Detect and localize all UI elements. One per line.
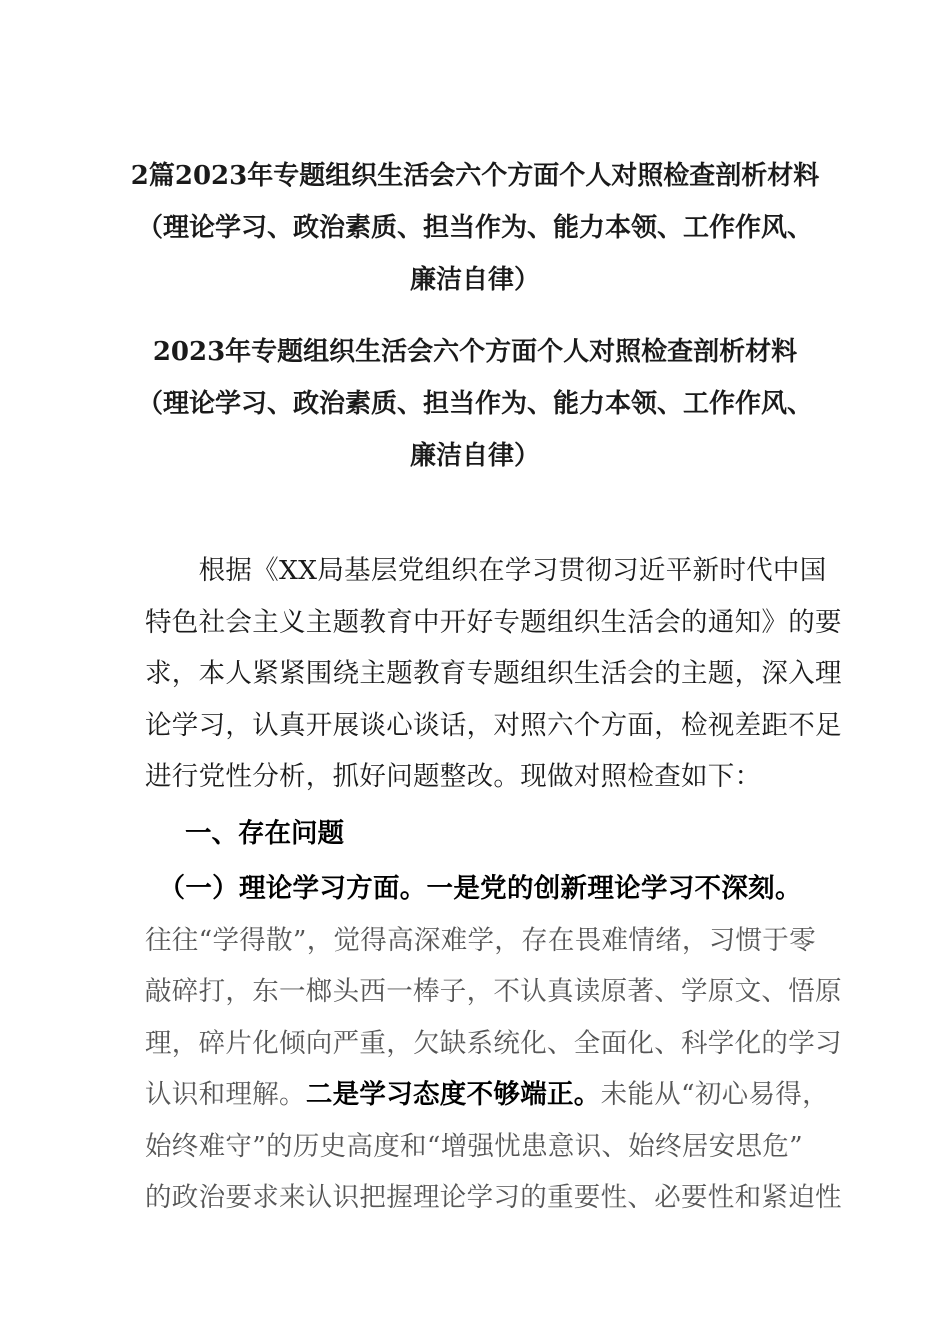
paragraph-line: 理，碎片化倾向严重，欠缺系统化、全面化、科学化的学习	[145, 1027, 842, 1059]
section-heading: 一、存在问题	[185, 818, 344, 849]
paragraph-line: 往往“学得散”，觉得高深难学，存在畏难情绪，习惯于零	[145, 924, 816, 956]
paragraph-line: 根据《XX局基层党组织在学习贯彻习近平新时代中国	[145, 555, 827, 586]
subtitle-line: 2023年专题组织生活会六个方面个人对照检查剖析材料	[152, 337, 798, 367]
subtitle-line: （理论学习、政治素质、担当作为、能力本领、工作作风、	[136, 389, 813, 419]
line-start-text: 认识和理解。	[145, 1079, 306, 1110]
title-line: 廉洁自律）	[409, 265, 540, 295]
title-line: （理论学习、政治素质、担当作为、能力本领、工作作风、	[136, 213, 813, 243]
emphasis-text: 二是学习态度不够端正。	[305, 1079, 601, 1110]
document-subtitle	[100, 326, 850, 482]
document-title	[100, 150, 850, 306]
paragraph-line: 论学习，认真开展谈心谈话，对照六个方面，检视差距不足	[145, 709, 842, 741]
paragraph-line	[145, 1069, 829, 1121]
paragraph-line: 求，本人紧紧围绕主题教育专题组织生活会的主题，深入理	[145, 658, 842, 689]
title-line: 2篇2023年专题组织生活会六个方面个人对照检查剖析材料	[130, 161, 820, 191]
paragraph-line: 进行党性分析，抓好问题整改。现做对照检查如下：	[145, 761, 762, 792]
theory-study-paragraph	[145, 863, 842, 1224]
subsection-heading: （一）理论学习方面。一是党的创新理论学习不深刻。	[145, 873, 802, 904]
line-end-text: 未能从“初心易得，	[600, 1079, 829, 1110]
paragraph-line: 特色社会主义主题教育中开好专题组织生活会的通知》的要	[145, 606, 842, 638]
subtitle-line: 廉洁自律）	[409, 441, 540, 471]
paragraph-line: 的政治要求来认识把握理论学习的重要性、必要性和紧迫性	[145, 1182, 842, 1213]
intro-paragraph	[145, 545, 842, 803]
paragraph-line: 始终难守”的历史高度和“增强忧患意识、始终居安思危”	[145, 1130, 803, 1162]
paragraph-line: 敲碎打，东一榔头西一棒子，不认真读原著、学原文、悟原	[145, 976, 842, 1007]
